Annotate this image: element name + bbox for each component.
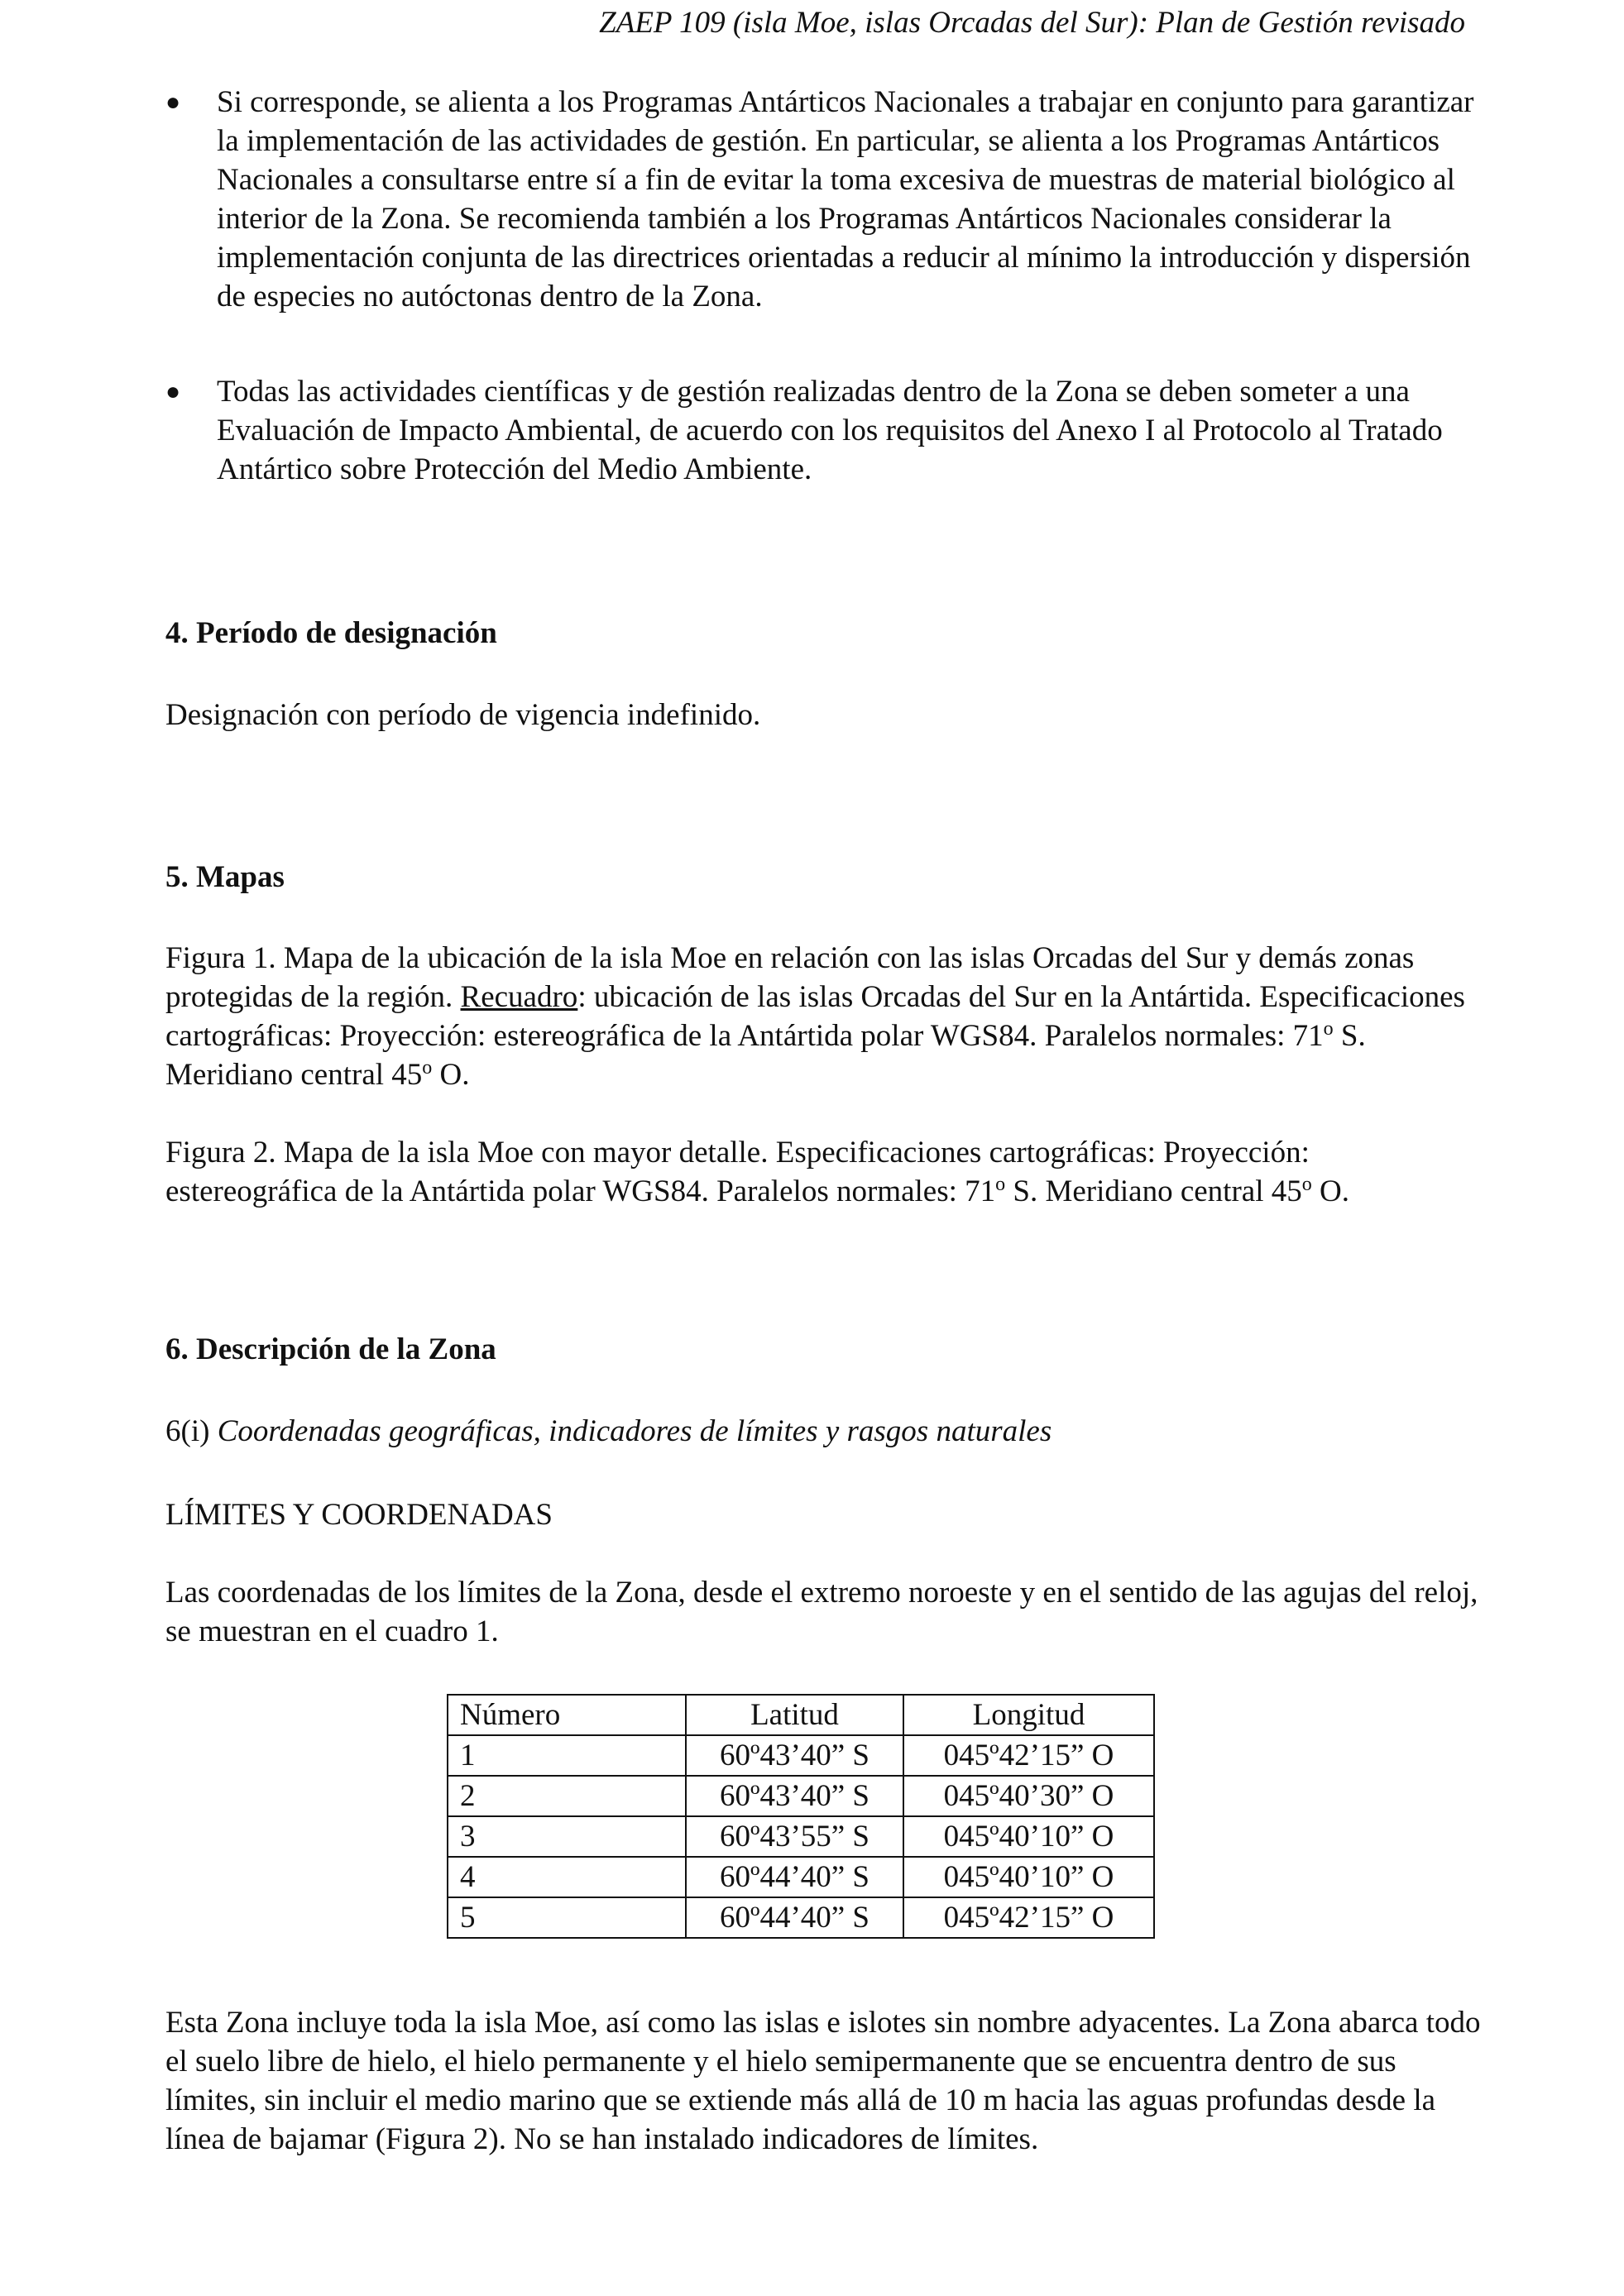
bullet-icon: ● <box>165 88 181 116</box>
degree-mark: o <box>1301 1174 1312 1195</box>
column-header: Longitud <box>903 1695 1154 1735</box>
table-header-row <box>448 1695 1154 1735</box>
table-cell: 045º40’30” O <box>903 1776 1154 1816</box>
table-cell: 60º43’40” S <box>686 1735 903 1776</box>
table-intro-text: Las coordenadas de los límites de la Zona, desde el extremo noroeste y en el sentido de las agujas del reloj, se muestran en el cuadro 1. <box>165 1576 1478 1648</box>
caption-text: Figura 2. Mapa de la isla Moe con mayor detalle. Especificaciones cartográficas: Proyección: estereográfica de la Antártida polar WGS84. Paralelos normales: 71 <box>165 1136 1310 1208</box>
bullet-list <box>165 83 1481 316</box>
table-cell: 1 <box>448 1735 686 1776</box>
column-header: Número <box>448 1695 686 1735</box>
designation-text: Designación con período de vigencia indefinido. <box>165 698 761 732</box>
column-header: Latitud <box>686 1695 903 1735</box>
table-cell: 045º40’10” O <box>903 1816 1154 1857</box>
table-row <box>448 1857 1154 1897</box>
subsection-title: Coordenadas geográficas, indicadores de límites y rasgos naturales <box>217 1414 1052 1448</box>
table-row <box>448 1816 1154 1857</box>
table-cell: 60º44’40” S <box>686 1857 903 1897</box>
bullet-text: Todas las actividades científicas y de gestión realizadas dentro de la Zona se deben someter a una Evaluación de Impacto Ambiental, de acuerdo con los requisitos del Anexo I al Protocolo al Tratado Antártico sobre Protección del Medio Ambiente. <box>217 375 1443 486</box>
table-cell: 045º40’10” O <box>903 1857 1154 1897</box>
table-cell: 3 <box>448 1816 686 1857</box>
coordinates-table <box>447 1694 1155 1939</box>
page-header: ZAEP 109 (isla Moe, islas Orcadas del Sur): Plan de Gestión revisado <box>599 6 1465 40</box>
figure-1-caption <box>165 939 1481 1094</box>
limits-heading: LÍMITES Y COORDENADAS <box>165 1498 553 1532</box>
table-cell: 60º43’55” S <box>686 1816 903 1857</box>
table-cell: 4 <box>448 1857 686 1897</box>
degree-mark: o <box>422 1057 433 1079</box>
subsection-number: 6(i) <box>165 1414 218 1448</box>
section-heading-zona: 6. Descripción de la Zona <box>165 1332 496 1366</box>
list-item <box>165 372 1481 489</box>
bullet-text: Si corresponde, se alienta a los Programas Antárticos Nacionales a trabajar en conjunto para garantizar la implementación de las actividades de gestión. En particular, se alienta a los Programas Antárticos Nacionales a consultarse entre sí a fin de evitar la toma excesiva de muestras de material biológico al interior de la Zona. Se recomienda también a los Programas Antárticos Nacionales considerar la implementación conjunta de las directrices orientadas a reducir al mínimo la introducción y dispersión de especies no autóctonas dentro de la Zona. <box>217 85 1474 313</box>
table-row <box>448 1897 1154 1938</box>
table-cell: 2 <box>448 1776 686 1816</box>
degree-mark: o <box>1323 1018 1334 1040</box>
caption-text: S. Meridiano central 45 <box>165 1019 1366 1092</box>
zone-description-text: Esta Zona incluye toda la isla Moe, así como las islas e islotes sin nombre adyacentes. La Zona abarca todo el suelo libre de hielo, el hielo permanente y el hielo semipermanente que se encuentra dentro de sus límites, sin incluir el medio marino que se extiende más allá de 10 m hacia las aguas profundas desde la línea de bajamar (Figura 2). No se han instalado indicadores de límites. <box>165 2006 1481 2156</box>
section-heading-mapas: 5. Mapas <box>165 860 285 894</box>
caption-text: : ubicación de las islas Orcadas del Sur en la Antártida. Especificaciones cartográficas: Proyección: estereográfica de la Antártida polar WGS84. Paralelos normales: 71 <box>165 980 1465 1053</box>
subsection-heading <box>165 1412 1481 1451</box>
table-cell: 045º42’15” O <box>903 1897 1154 1938</box>
table-cell: 045º42’15” O <box>903 1735 1154 1776</box>
caption-text: O. <box>432 1058 470 1092</box>
caption-text: O. <box>1311 1174 1349 1208</box>
section-heading-designacion: 4. Período de designación <box>165 616 497 650</box>
table-cell: 5 <box>448 1897 686 1938</box>
caption-text: Figura 1. Mapa de la ubicación de la isla Moe en relación con las islas Orcadas del Sur y demás zonas protegidas de la región. <box>165 941 1415 1014</box>
bullet-icon: ● <box>165 378 181 405</box>
caption-text: S. Meridiano central 45 <box>1005 1174 1302 1208</box>
list-item <box>165 83 1481 316</box>
table-cell: 60º43’40” S <box>686 1776 903 1816</box>
table-row <box>448 1735 1154 1776</box>
table-row <box>448 1776 1154 1816</box>
table-cell: 60º44’40” S <box>686 1897 903 1938</box>
inset-label: Recuadro <box>460 980 578 1014</box>
figure-2-caption <box>165 1133 1481 1211</box>
degree-mark: o <box>995 1174 1006 1195</box>
bullet-list <box>165 372 1481 489</box>
